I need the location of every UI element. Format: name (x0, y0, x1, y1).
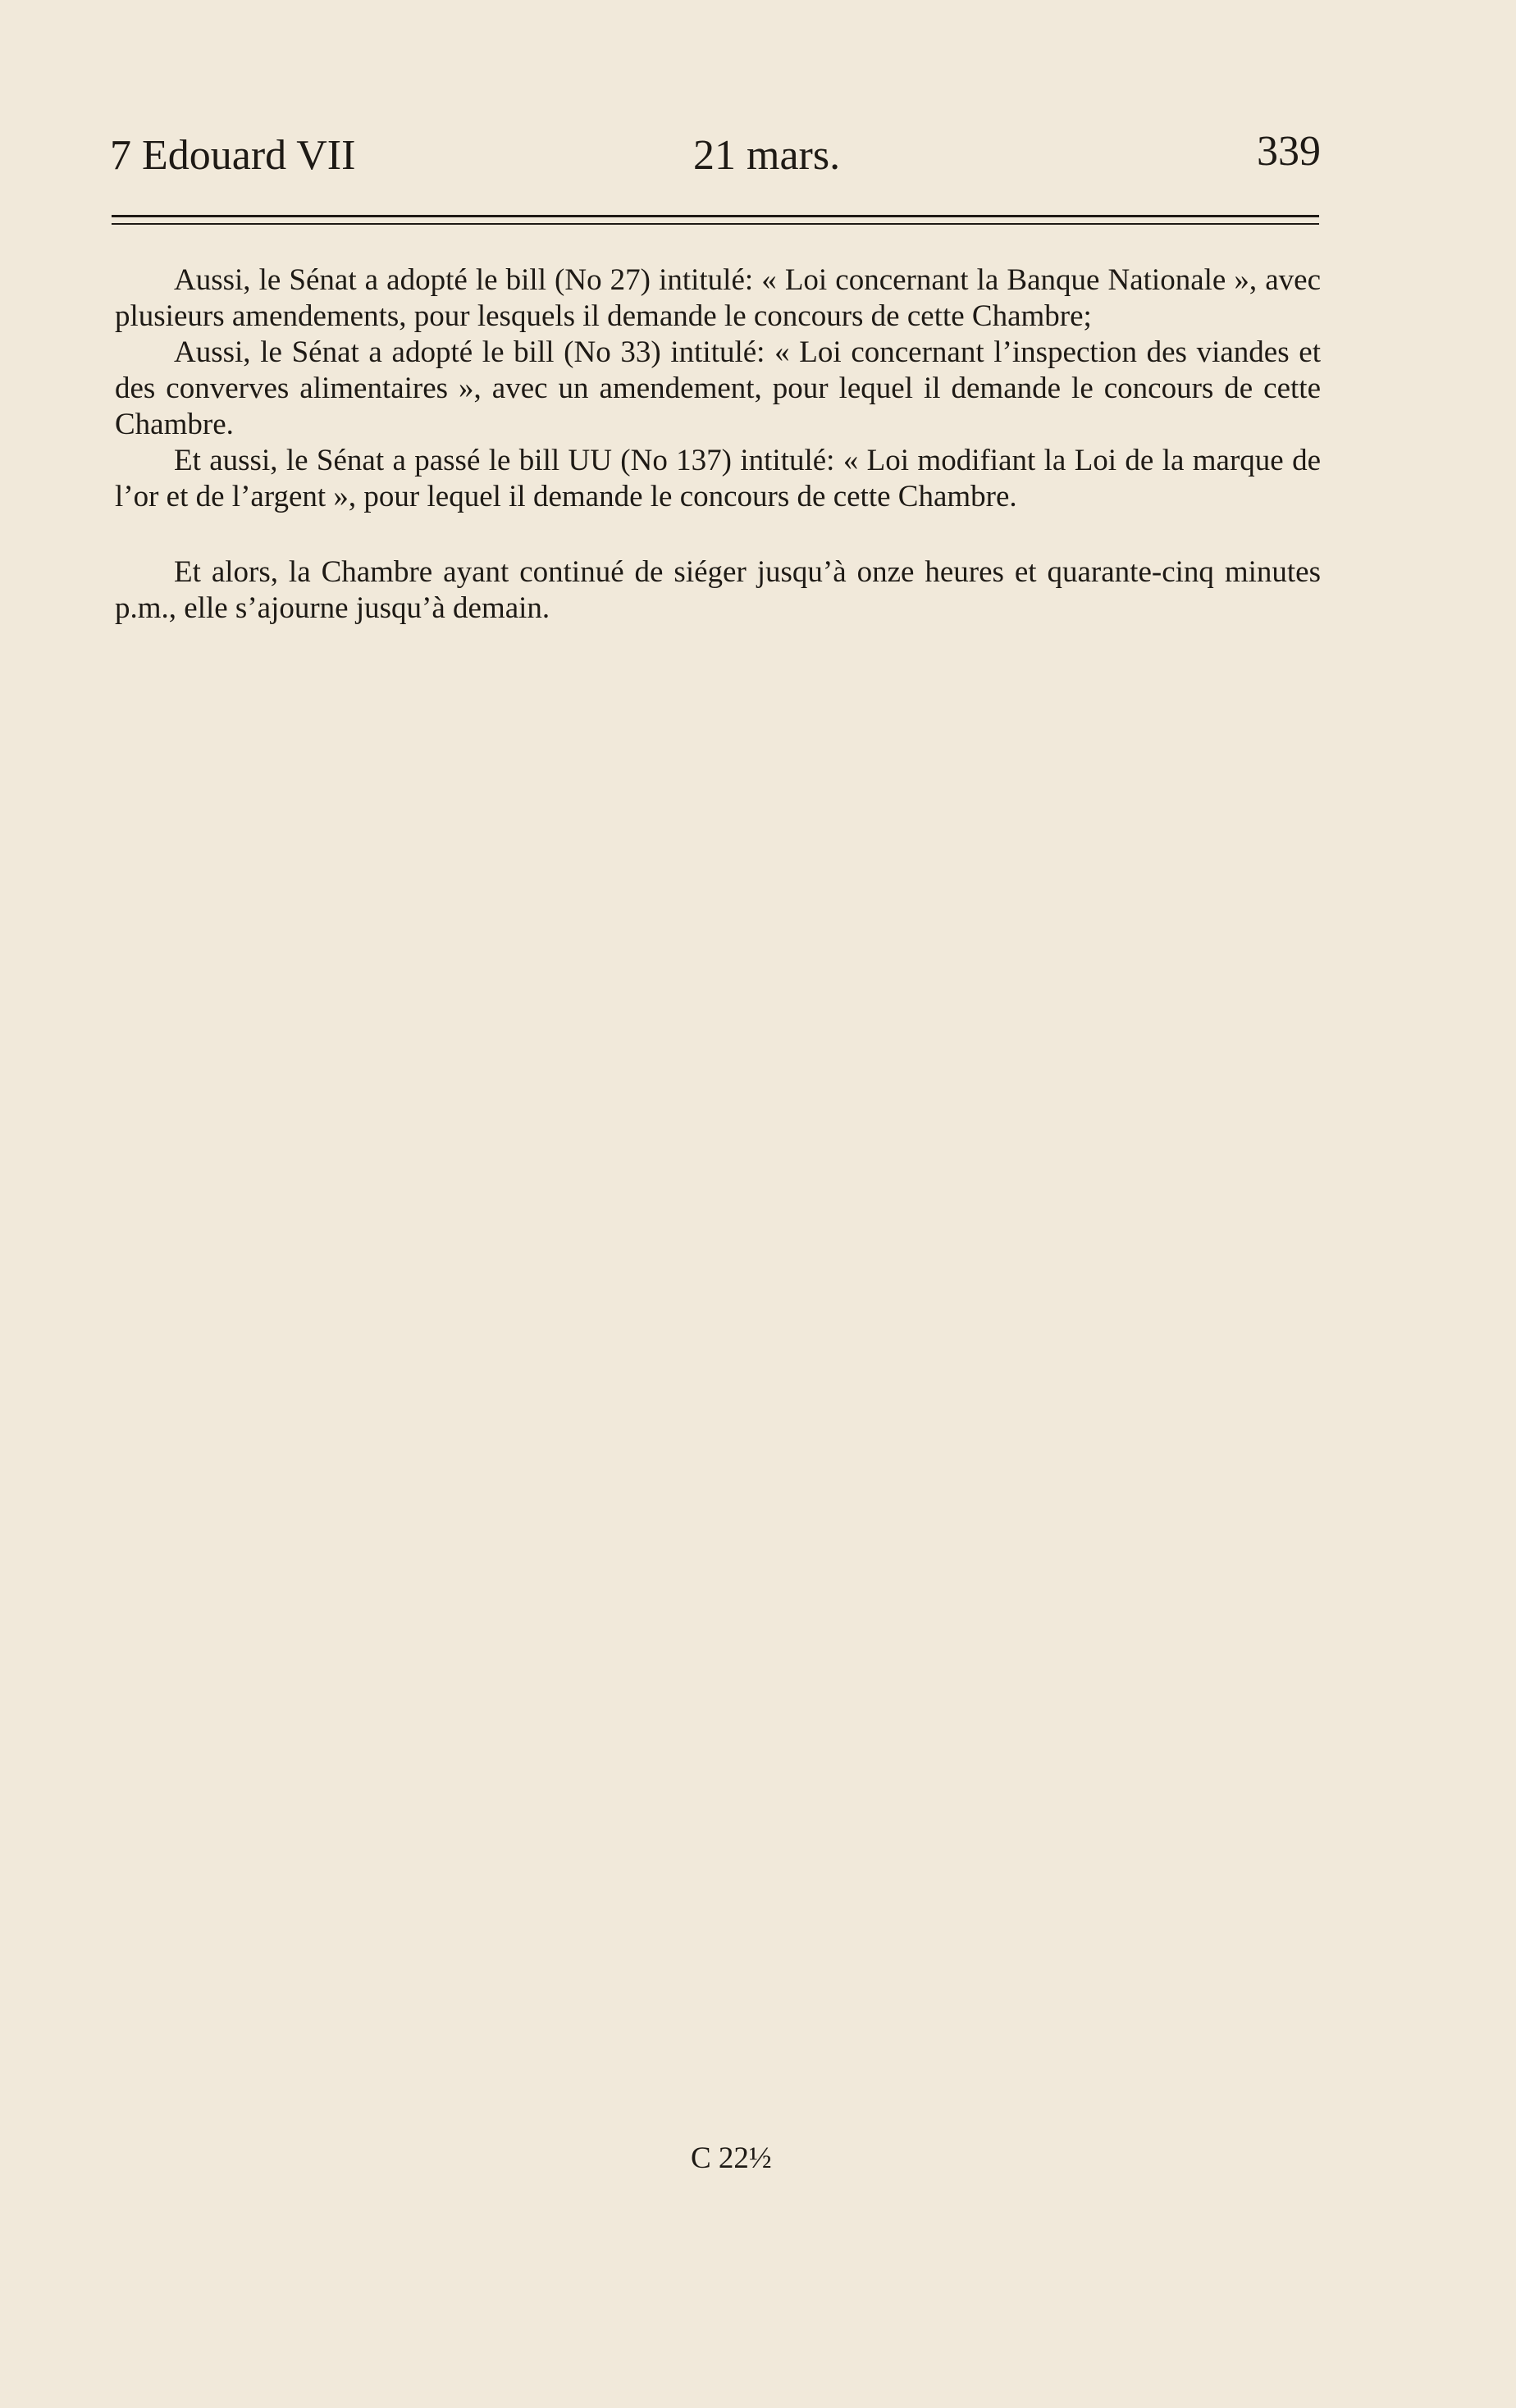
paragraph-gap (115, 515, 1321, 554)
header-rule-bottom (112, 223, 1319, 225)
body-text (115, 262, 1321, 627)
footer-signature: C 22½ (691, 2141, 772, 2175)
running-header-left: 7 Edouard VII (110, 132, 356, 179)
header-rule-top (112, 215, 1319, 217)
paragraph-4: Et alors, la Chambre ayant continué de siéger jusqu’à onze heures et quarante-cinq minutes p.m., elle s’ajourne jusqu’à demain. (115, 555, 1321, 625)
paragraph-2: Aussi, le Sénat a adopté le bill (No 33) intitulé: « Loi concernant l’inspection des viandes et des converves alimentaires », avec un amendement, pour lequel il demande le concours de cette Chambre. (115, 335, 1321, 441)
paragraph-3: Et aussi, le Sénat a passé le bill UU (No 137) intitulé: « Loi modifiant la Loi de la marque de l’or et de l’argent », pour lequel il demande le concours de cette Chambre. (115, 444, 1321, 513)
running-header-center: 21 mars. (693, 132, 841, 179)
paragraph-1: Aussi, le Sénat a adopté le bill (No 27) intitulé: « Loi concernant la Banque Nationale », avec plusieurs amendements, pour lesquels il demande le concours de cette Chambre; (115, 263, 1321, 333)
page-number: 339 (1257, 128, 1321, 175)
